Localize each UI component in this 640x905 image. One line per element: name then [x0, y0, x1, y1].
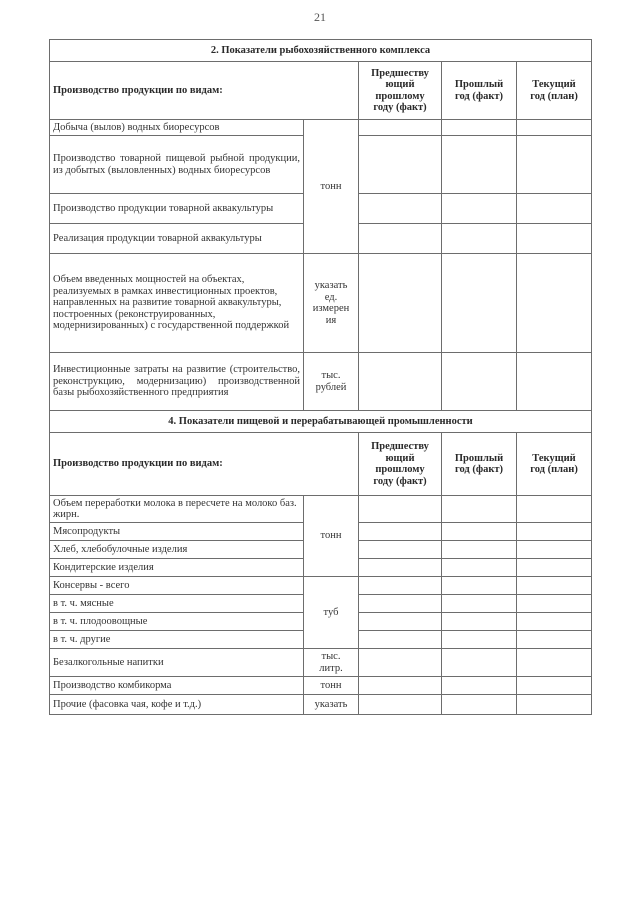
value-cell[interactable] [517, 523, 592, 541]
value-cell[interactable] [517, 120, 592, 136]
value-cell[interactable] [359, 194, 442, 224]
unit-cell: тонн [304, 120, 359, 254]
unit-cell: тонн [304, 496, 359, 577]
value-cell[interactable] [442, 254, 517, 353]
value-cell[interactable] [359, 695, 442, 715]
table-row [50, 577, 592, 595]
unit-cell: указать ед. измерен ия [304, 254, 359, 353]
value-cell[interactable] [442, 136, 517, 194]
value-cell[interactable] [359, 577, 442, 595]
unit-cell: тонн [304, 677, 359, 695]
value-cell[interactable] [442, 541, 517, 559]
value-cell[interactable] [359, 136, 442, 194]
value-cell[interactable] [517, 613, 592, 631]
row-label: Объем переработки молока в пересчете на молоко баз. жирн. [50, 496, 304, 523]
value-cell[interactable] [442, 194, 517, 224]
value-cell[interactable] [517, 136, 592, 194]
value-cell[interactable] [442, 649, 517, 677]
section2-title-row [50, 40, 592, 62]
row-label: Мясопродукты [50, 523, 304, 541]
value-cell[interactable] [517, 541, 592, 559]
value-cell[interactable] [442, 559, 517, 577]
table-row [50, 496, 592, 523]
section2-col-current-year: Текущий год (план) [517, 62, 592, 120]
table-row [50, 254, 592, 353]
section4-title-row [50, 411, 592, 433]
value-cell[interactable] [442, 523, 517, 541]
value-cell[interactable] [517, 254, 592, 353]
value-cell[interactable] [517, 224, 592, 254]
row-label: Производство товарной пищевой рыбной продукции, из добытых (выловленных) водных биоресурсов [50, 136, 304, 194]
value-cell[interactable] [359, 120, 442, 136]
section4-title: 4. Показатели пищевой и перерабатывающей промышленности [50, 411, 592, 433]
unit-cell: тыс. литр. [304, 649, 359, 677]
value-cell[interactable] [442, 353, 517, 411]
value-cell[interactable] [517, 194, 592, 224]
value-cell[interactable] [442, 496, 517, 523]
value-cell[interactable] [442, 631, 517, 649]
value-cell[interactable] [442, 677, 517, 695]
table-row [50, 353, 592, 411]
value-cell[interactable] [359, 541, 442, 559]
unit-cell: указать [304, 695, 359, 715]
value-cell[interactable] [517, 677, 592, 695]
value-cell[interactable] [517, 559, 592, 577]
value-cell[interactable] [517, 649, 592, 677]
row-label: Добыча (вылов) водных биоресурсов [50, 120, 304, 136]
value-cell[interactable] [359, 353, 442, 411]
value-cell[interactable] [359, 559, 442, 577]
unit-cell: тыс. рублей [304, 353, 359, 411]
row-label: Производство продукции товарной аквакультуры [50, 194, 304, 224]
value-cell[interactable] [517, 631, 592, 649]
row-label: Хлеб, хлебобулочные изделия [50, 541, 304, 559]
row-label: Кондитерские изделия [50, 559, 304, 577]
section4-col-prev-year: Прошлый год (факт) [442, 433, 517, 496]
value-cell[interactable] [442, 224, 517, 254]
value-cell[interactable] [517, 577, 592, 595]
value-cell[interactable] [359, 613, 442, 631]
section2-col-prev-prev-year: Предшеству ющий прошлому году (факт) [359, 62, 442, 120]
indicators-form-table [49, 39, 592, 715]
table-row [50, 649, 592, 677]
page-number: 21 [314, 10, 326, 24]
row-label: Консервы - всего [50, 577, 304, 595]
value-cell[interactable] [442, 120, 517, 136]
section2-title: 2. Показатели рыбохозяйственного комплекса [50, 40, 592, 62]
value-cell[interactable] [359, 523, 442, 541]
table-row [50, 677, 592, 695]
value-cell[interactable] [359, 595, 442, 613]
section4-header-row [50, 433, 592, 496]
section4-header-label: Производство продукции по видам: [50, 433, 359, 496]
section2-header-label: Производство продукции по видам: [50, 62, 359, 120]
value-cell[interactable] [442, 613, 517, 631]
value-cell[interactable] [442, 577, 517, 595]
row-label: Реализация продукции товарной аквакультуры [50, 224, 304, 254]
value-cell[interactable] [359, 631, 442, 649]
row-label: Производство комбикорма [50, 677, 304, 695]
value-cell[interactable] [442, 695, 517, 715]
section4-col-current-year: Текущий год (план) [517, 433, 592, 496]
table-row [50, 695, 592, 715]
value-cell[interactable] [517, 353, 592, 411]
row-label: Прочие (фасовка чая, кофе и т.д.) [50, 695, 304, 715]
value-cell[interactable] [359, 496, 442, 523]
value-cell[interactable] [359, 649, 442, 677]
row-label: в т. ч. другие [50, 631, 304, 649]
value-cell[interactable] [517, 496, 592, 523]
row-label: в т. ч. плодоовощные [50, 613, 304, 631]
value-cell[interactable] [442, 595, 517, 613]
value-cell[interactable] [517, 695, 592, 715]
value-cell[interactable] [359, 254, 442, 353]
value-cell[interactable] [359, 677, 442, 695]
row-label: Объем введенных мощностей на объектах, реализуемых в рамках инвестиционных проектов, направленных на развитие товарной аквакультуры, построенных (реконструированных, модернизированных) с государственной поддержкой [50, 254, 304, 353]
value-cell[interactable] [517, 595, 592, 613]
section2-col-prev-year: Прошлый год (факт) [442, 62, 517, 120]
value-cell[interactable] [359, 224, 442, 254]
unit-cell: туб [304, 577, 359, 649]
table-row [50, 120, 592, 136]
row-label: Безалкогольные напитки [50, 649, 304, 677]
section2-header-row [50, 62, 592, 120]
row-label: в т. ч. мясные [50, 595, 304, 613]
section4-col-prev-prev-year: Предшеству ющий прошлому году (факт) [359, 433, 442, 496]
row-label: Инвестиционные затраты на развитие (строительство, реконструкцию, модернизацию) производственной базы рыбохозяйственного предприятия [50, 353, 304, 411]
